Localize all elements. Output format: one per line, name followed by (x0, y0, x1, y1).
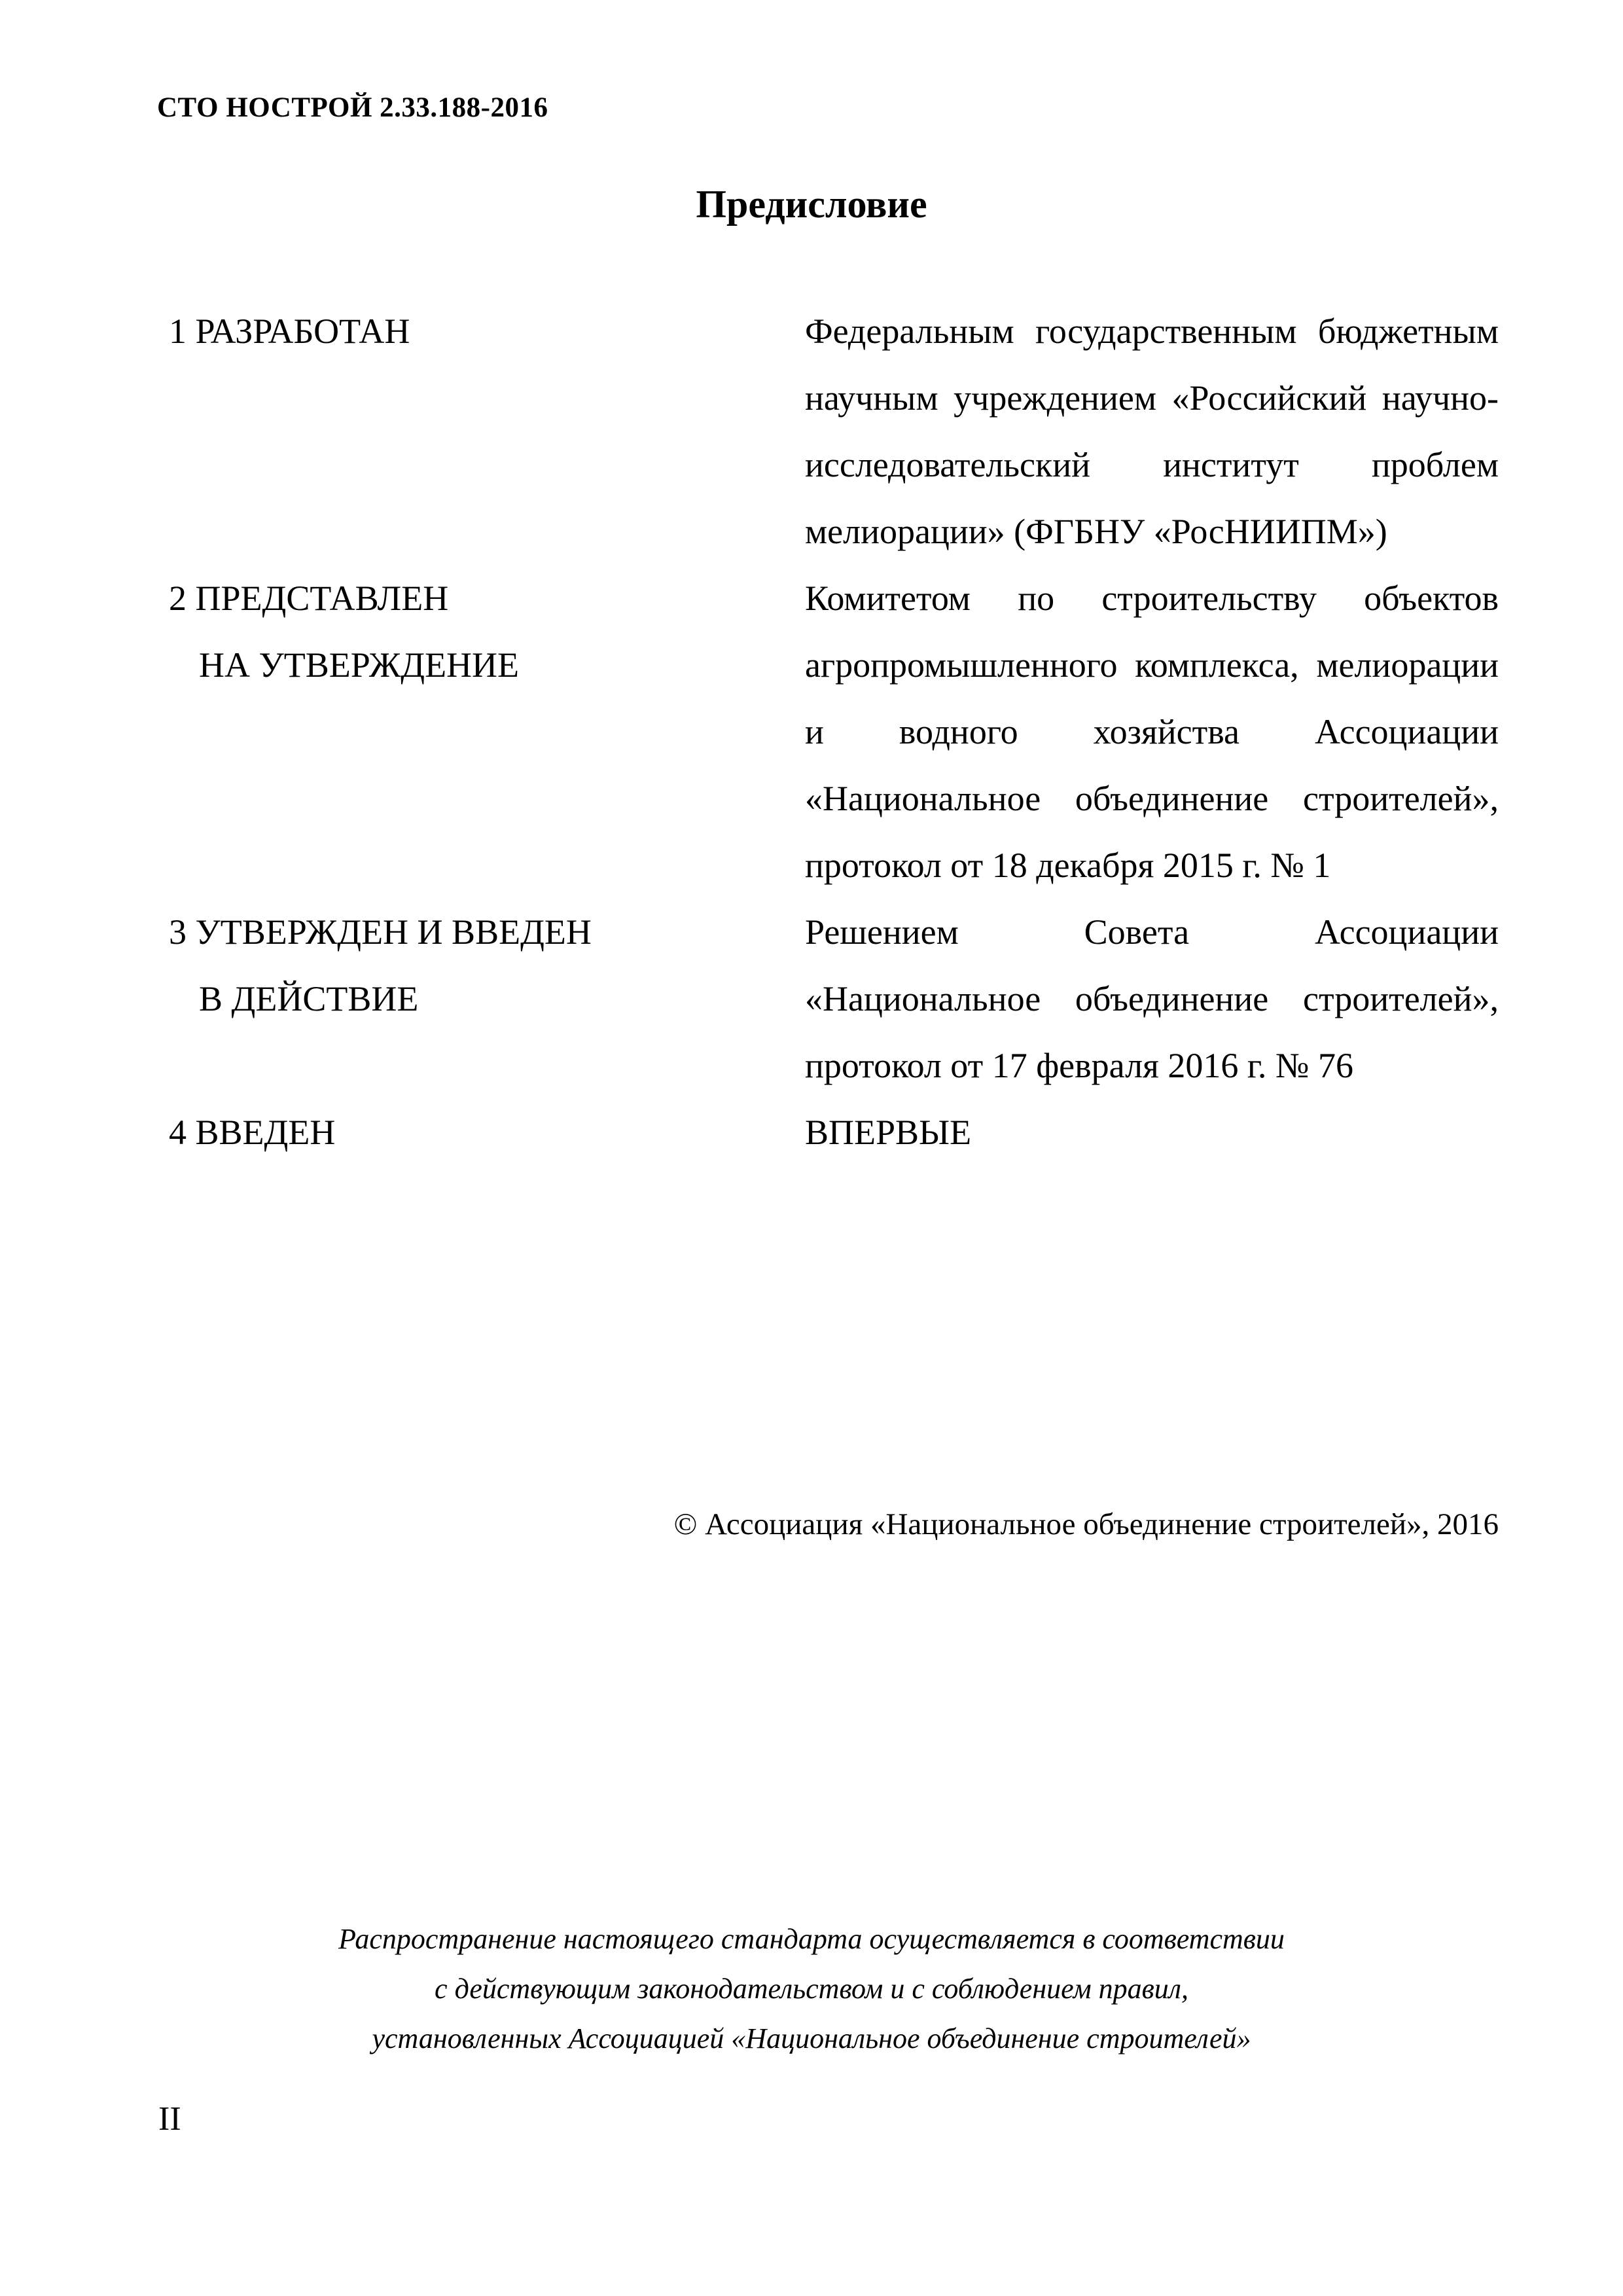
entry-label-line1: 2 ПРЕДСТАВЛЕН (169, 579, 449, 618)
entry-value: Комитетом по строительству объектов агропромышленного комплекса, мелиорации и водного хозяйства Ассоциации «Национальное объединение строителей», протокол от 18 декабря 2015 г. № 1 (805, 579, 1499, 885)
document-code: СТО НОСТРОЙ 2.33.188-2016 (157, 92, 548, 123)
copyright-notice: © Ассоциация «Национальное объединение строителей», 2016 (673, 1507, 1499, 1541)
entry-label-line2: НА УТВЕРЖДЕНИЕ (199, 645, 520, 685)
foreword-entries (0, 298, 1623, 1166)
distribution-line1: Распространение настоящего стандарта осуществляется в соответствии (338, 1923, 1285, 1955)
entry-label (169, 899, 592, 1032)
page-number: II (158, 2100, 181, 2138)
entry-label-line1: 4 ВВЕДЕН (169, 1113, 336, 1152)
entry-value: ВПЕРВЫЕ (805, 1113, 972, 1152)
entry-label (169, 298, 410, 365)
entry-label (169, 1099, 335, 1166)
entry-value: Федеральным государственным бюджетным научным учреждением «Российский научно-исследовательский институт проблем мелиорации» (ФГБНУ «РосНИИПМ») (805, 312, 1499, 551)
distribution-notice (0, 1914, 1623, 2064)
entry-label-line1: 3 УТВЕРЖДЕН И ВВЕДЕН (169, 912, 592, 952)
entry-submitted (0, 565, 1623, 899)
page-title: Предисловие (696, 183, 927, 226)
entry-introduced (0, 1099, 1623, 1166)
entry-value: Решением Совета Ассоциации «Национальное объединение строителей», протокол от 17 февраля 2016 г. № 76 (805, 912, 1499, 1085)
distribution-line2: с действующим законодательством и с соблюдением правил, (435, 1973, 1188, 2005)
entry-developed (0, 298, 1623, 565)
entry-label (169, 565, 519, 698)
entry-label-line1: 1 РАЗРАБОТАН (169, 312, 410, 351)
entry-label-line2: В ДЕЙСТВИЕ (199, 979, 419, 1018)
entry-approved (0, 899, 1623, 1099)
distribution-line3: установленных Ассоциацией «Национальное объединение строителей» (372, 2022, 1251, 2054)
